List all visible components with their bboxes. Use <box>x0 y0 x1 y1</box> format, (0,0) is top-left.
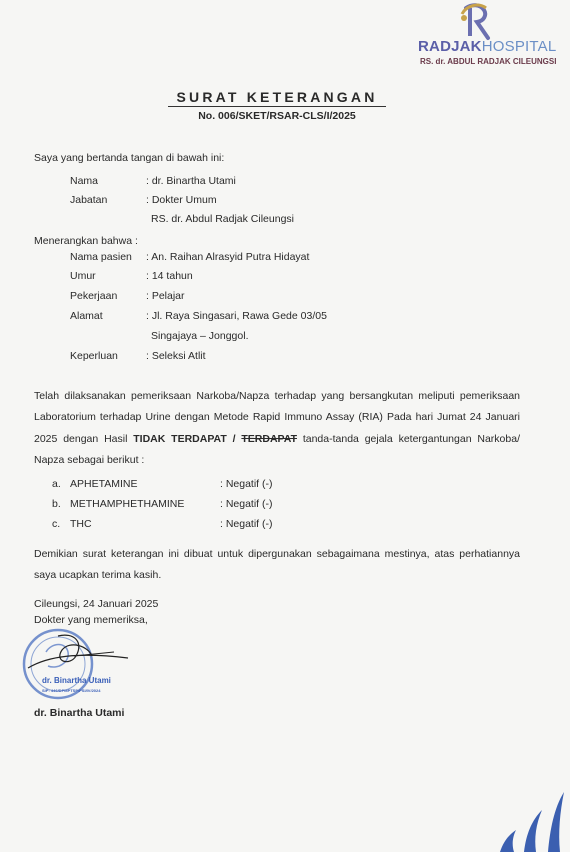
signer-jabatan-label: Jabatan <box>70 194 108 206</box>
patient-umur-label: Umur <box>70 270 96 282</box>
patient-keperluan-value: : Seleksi Atlit <box>146 350 206 362</box>
test-result: : Negatif (-) <box>220 478 273 490</box>
patient-umur-value: : 14 tahun <box>146 270 193 282</box>
patient-alamat-label: Alamat <box>70 310 103 322</box>
intro-text: Saya yang bertanda tangan di bawah ini: <box>34 152 225 164</box>
stamp-sub: SIP: 446/DPMPTSP/PSI/IV/2024 <box>42 688 101 693</box>
test-letter: c. <box>52 518 61 530</box>
patient-pekerjaan-label: Pekerjaan <box>70 290 118 302</box>
test-name: APHETAMINE <box>70 478 138 490</box>
menerangkan-text: Menerangkan bahwa : <box>34 235 138 247</box>
result-bold: TIDAK TERDAPAT / <box>133 432 242 445</box>
paragraph-part-1: Telah dilaksanakan pemeriksaan Narkoba/Napza terhadap yang bersangkutan meliputi pemeriksaan Laboratorium terhadap Urine dengan Metode Rapid Immuno Assay (RIA) Pada hari Jumat 24 Januari 2025 dengan Hasil <box>34 390 520 445</box>
test-result: : Negatif (-) <box>220 518 273 530</box>
signer-name: dr. Binartha Utami <box>34 707 125 719</box>
patient-nama-label: Nama pasien <box>70 251 132 263</box>
test-name: METHAMPHETHAMINE <box>70 498 185 510</box>
signature-stamp-icon <box>18 612 138 712</box>
signer-nama-label: Nama <box>70 175 99 187</box>
test-letter: b. <box>52 498 61 510</box>
test-name: THC <box>70 518 92 530</box>
signer-nama-value: : dr. Binartha Utami <box>146 175 236 187</box>
closing-paragraph: Demikian surat keterangan ini dibuat untuk dipergunakan sebagaimana mestinya, atas perhatiannya saya ucapkan terima kasih. <box>34 548 520 582</box>
signer-jabatan-value: : Dokter Umum <box>146 194 217 206</box>
place-date: Cileungsi, 24 Januari 2025 <box>34 598 159 610</box>
test-letter: a. <box>52 478 61 490</box>
patient-pekerjaan-value: : Pelajar <box>146 290 185 302</box>
patient-alamat-value: : Jl. Raya Singasari, Rawa Gede 03/05 <box>146 310 327 322</box>
document-number: No. 006/SKET/RSAR-CLS/I/2025 <box>198 110 356 122</box>
examination-paragraph <box>34 386 520 472</box>
hospital-subtitle: RS. dr. ABDUL RADJAK CILEUNGSI <box>420 57 557 66</box>
signer-jabatan-value-2: RS. dr. Abdul Radjak Cileungsi <box>151 213 294 225</box>
paragraph-part-2: tanda-tanda gejala ketergantungan Narkoba/ Napza sebagai berikut : <box>34 432 520 467</box>
corner-decoration-icon <box>480 782 570 852</box>
brand-light: HOSPITAL <box>481 38 557 55</box>
patient-nama-value: : An. Raihan Alrasyid Putra Hidayat <box>146 251 310 263</box>
brand-bold: RADJAK <box>418 38 482 55</box>
title-underline <box>168 106 386 107</box>
stamp-name: dr. Binartha Utami <box>42 676 111 685</box>
document-title: SURAT KETERANGAN <box>176 89 378 105</box>
hospital-brand <box>418 38 556 55</box>
result-struck: TERDAPAT <box>241 432 297 445</box>
patient-keperluan-label: Keperluan <box>70 350 118 362</box>
test-result: : Negatif (-) <box>220 498 273 510</box>
patient-alamat-value-2: Singajaya – Jonggol. <box>151 330 249 342</box>
examiner-label: Dokter yang memeriksa, <box>34 614 148 626</box>
